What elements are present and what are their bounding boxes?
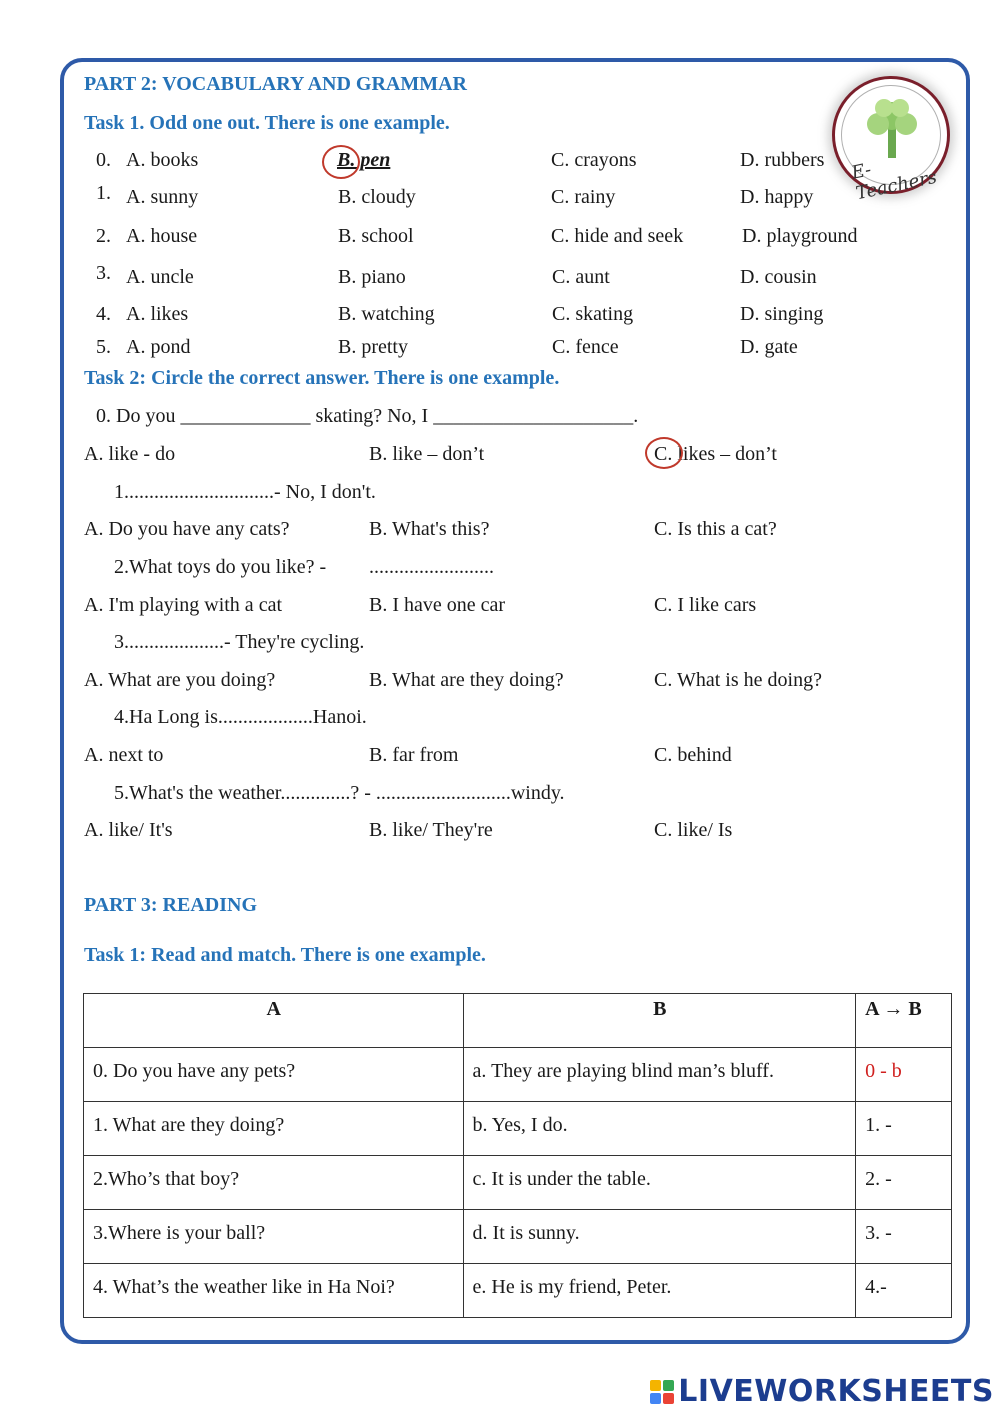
choice-b[interactable]: B. like – don’t — [369, 443, 485, 465]
answer-cell: e. He is my friend, Peter. — [463, 1264, 856, 1318]
option-a[interactable]: A. house — [126, 225, 198, 247]
option-d[interactable]: D. gate — [740, 336, 798, 358]
option-d[interactable]: D. happy — [740, 186, 814, 208]
answer-cell: b. Yes, I do. — [463, 1102, 856, 1156]
option-b-example[interactable]: B. pen — [337, 149, 391, 171]
option-b[interactable]: B. cloudy — [338, 186, 416, 208]
part3-task1-title: Task 1: Read and match. There is one example. — [84, 944, 486, 966]
answer-cell: c. It is under the table. — [463, 1156, 856, 1210]
choice-b[interactable]: B. What's this? — [369, 518, 490, 540]
task1-title: Task 1. Odd one out. There is one example. — [84, 112, 450, 134]
choice-c[interactable]: C. I like cars — [654, 594, 757, 616]
e-teachers-logo — [832, 76, 950, 205]
option-b[interactable]: B. school — [338, 225, 414, 247]
match-input-cell[interactable]: 3. - — [856, 1210, 952, 1264]
option-d[interactable]: D. rubbers — [740, 149, 825, 171]
question: 0. Do you _____________ skating? No, I ____________________. — [96, 405, 639, 427]
choice-b[interactable]: B. What are they doing? — [369, 669, 564, 691]
option-a[interactable]: A. pond — [126, 336, 191, 358]
choice-a[interactable]: A. like/ It's — [84, 819, 173, 841]
option-b[interactable]: B. watching — [338, 303, 435, 325]
choice-b[interactable]: B. far from — [369, 744, 459, 766]
choice-a[interactable]: A. like - do — [84, 443, 176, 465]
row-number: 4. — [96, 303, 111, 325]
answer-blank[interactable]: ......................... — [369, 556, 494, 578]
choice-c[interactable]: C. What is he doing? — [654, 669, 822, 691]
option-a[interactable]: A. books — [126, 149, 199, 171]
column-header-a-to-b: A → B — [856, 994, 952, 1048]
choice-b[interactable]: B. I have one car — [369, 594, 506, 616]
part2-title: PART 2: VOCABULARY AND GRAMMAR — [84, 73, 467, 95]
match-input-cell[interactable]: 1. - — [856, 1102, 952, 1156]
liveworksheets-brand: LIVEWORKSHEETS — [678, 1374, 994, 1409]
option-d[interactable]: D. singing — [740, 303, 824, 325]
liveworksheets-logo[interactable] — [650, 1374, 994, 1409]
option-c[interactable]: C. aunt — [552, 266, 610, 288]
answer-cell: d. It is sunny. — [463, 1210, 856, 1264]
choice-a[interactable]: A. next to — [84, 744, 164, 766]
question-cell: 2.Who’s that boy? — [84, 1156, 464, 1210]
choice-a[interactable]: A. Do you have any cats? — [84, 518, 290, 540]
option-b[interactable]: B. piano — [338, 266, 406, 288]
logo-text: E-Teachers — [849, 159, 939, 205]
match-input-cell[interactable]: 4.- — [856, 1264, 952, 1318]
row-number: 3. — [96, 262, 111, 284]
match-table — [83, 993, 952, 1318]
task2-title: Task 2: Circle the correct answer. There is one example. — [84, 367, 560, 389]
question-cell: 0. Do you have any pets? — [84, 1048, 464, 1102]
answer-circle — [322, 145, 360, 179]
question: 2.What toys do you like? - — [114, 556, 327, 578]
question-cell: 1. What are they doing? — [84, 1102, 464, 1156]
table-row — [84, 1264, 952, 1318]
option-c[interactable]: C. skating — [552, 303, 634, 325]
choice-a[interactable]: A. What are you doing? — [84, 669, 276, 691]
option-d[interactable]: D. playground — [742, 225, 858, 247]
row-number: 1. — [96, 182, 111, 204]
table-row — [84, 1102, 952, 1156]
row-number: 0. — [96, 149, 111, 171]
row-number: 5. — [96, 336, 111, 358]
option-c[interactable]: C. rainy — [551, 186, 616, 208]
question: 1..............................- No, I don't. — [114, 481, 376, 503]
answer-circle — [645, 437, 683, 469]
option-b[interactable]: B. pretty — [338, 336, 408, 358]
question: 4.Ha Long is...................Hanoi. — [114, 706, 367, 728]
question: 3....................- They're cycling. — [114, 631, 365, 653]
answer-cell: a. They are playing blind man’s bluff. — [463, 1048, 856, 1102]
part3-title: PART 3: READING — [84, 894, 258, 916]
row-number: 2. — [96, 225, 111, 247]
column-header-b: B — [463, 994, 856, 1048]
match-input-cell[interactable]: 2. - — [856, 1156, 952, 1210]
option-a[interactable]: A. sunny — [126, 186, 199, 208]
table-row — [84, 1048, 952, 1102]
question: 5.What's the weather..............? - ...........................windy. — [114, 782, 565, 804]
column-header-a: A — [84, 994, 464, 1048]
choice-c-example[interactable]: C. likes – don’t — [654, 443, 777, 465]
option-a[interactable]: A. uncle — [126, 266, 194, 288]
option-a[interactable]: A. likes — [126, 303, 189, 325]
match-example-cell: 0 - b — [856, 1048, 952, 1102]
choice-a[interactable]: A. I'm playing with a cat — [84, 594, 282, 616]
option-d[interactable]: D. cousin — [740, 266, 817, 288]
table-row — [84, 1156, 952, 1210]
option-c[interactable]: C. hide and seek — [551, 225, 684, 247]
option-c[interactable]: C. fence — [552, 336, 619, 358]
question-cell: 4. What’s the weather like in Ha Noi? — [84, 1264, 464, 1318]
choice-c[interactable]: C. behind — [654, 744, 732, 766]
choice-b[interactable]: B. like/ They're — [369, 819, 493, 841]
choice-c[interactable]: C. like/ Is — [654, 819, 733, 841]
choice-c[interactable]: C. Is this a cat? — [654, 518, 777, 540]
question-cell: 3.Where is your ball? — [84, 1210, 464, 1264]
table-header-row — [84, 994, 952, 1048]
option-c[interactable]: C. crayons — [551, 149, 637, 171]
liveworksheets-icon — [650, 1380, 674, 1404]
table-row — [84, 1210, 952, 1264]
